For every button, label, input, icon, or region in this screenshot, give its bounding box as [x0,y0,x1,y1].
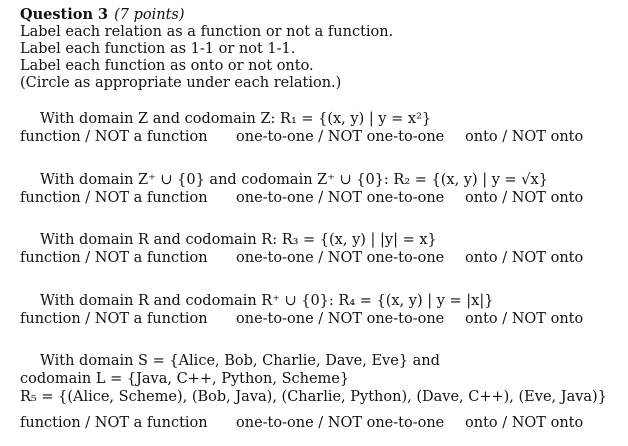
onto-choice[interactable]: onto / NOT onto [465,311,584,327]
relation-choices [20,415,620,433]
question-title: Question 3 [20,6,109,23]
relation-definition: With domain Z⁺ ∪ {0} and codomain Z⁺ ∪ {0}: R₂ = {(x, y) | y = √x} [40,172,548,188]
instruction-line: Label each relation as a function or not a function. [20,24,394,40]
question-points: (7 points) [114,7,185,23]
relation-definition-line: R₅ = {(Alice, Scheme), (Bob, Java), (Charlie, Python), (Dave, C++), (Eve, Java)} [20,389,607,405]
relation-block-5 [20,353,620,433]
function-choice[interactable]: function / NOT a function [20,190,208,206]
relation-block-2 [20,172,620,208]
relation-choices [20,129,620,147]
relation-definition-line: With domain S = {Alice, Bob, Charlie, Dave, Eve} and [40,353,440,369]
onto-choice[interactable]: onto / NOT onto [465,250,584,266]
relation-definition-line: codomain L = {Java, C++, Python, Scheme} [20,371,350,387]
instruction-line: (Circle as appropriate under each relation.) [20,75,342,91]
relation-choices [20,250,620,268]
one-to-one-choice[interactable]: one-to-one / NOT one-to-one [236,190,445,206]
function-choice[interactable]: function / NOT a function [20,250,208,266]
one-to-one-choice[interactable]: one-to-one / NOT one-to-one [236,311,445,327]
instruction-line: Label each function as 1-1 or not 1-1. [20,41,296,57]
one-to-one-choice[interactable]: one-to-one / NOT one-to-one [236,250,445,266]
relation-choices [20,311,620,329]
relation-definition: With domain R and codomain R⁺ ∪ {0}: R₄ = {(x, y) | y = |x|} [40,293,494,309]
relation-block-1 [20,111,620,147]
onto-choice[interactable]: onto / NOT onto [465,415,584,431]
question-header [20,6,620,92]
relation-definition [20,353,620,407]
one-to-one-choice[interactable]: one-to-one / NOT one-to-one [236,415,445,431]
function-choice[interactable]: function / NOT a function [20,129,208,145]
onto-choice[interactable]: onto / NOT onto [465,190,584,206]
function-choice[interactable]: function / NOT a function [20,415,208,431]
relation-block-4 [20,293,620,329]
relation-definition: With domain Z and codomain Z: R₁ = {(x, y) | y = x²} [40,111,432,127]
relation-definition: With domain R and codomain R: R₃ = {(x, y) | |y| = x} [40,232,437,248]
relation-block-3 [20,232,620,268]
one-to-one-choice[interactable]: one-to-one / NOT one-to-one [236,129,445,145]
instruction-line: Label each function as onto or not onto. [20,58,314,74]
question-title-line [20,6,620,24]
onto-choice[interactable]: onto / NOT onto [465,129,584,145]
relation-choices [20,190,620,208]
function-choice[interactable]: function / NOT a function [20,311,208,327]
